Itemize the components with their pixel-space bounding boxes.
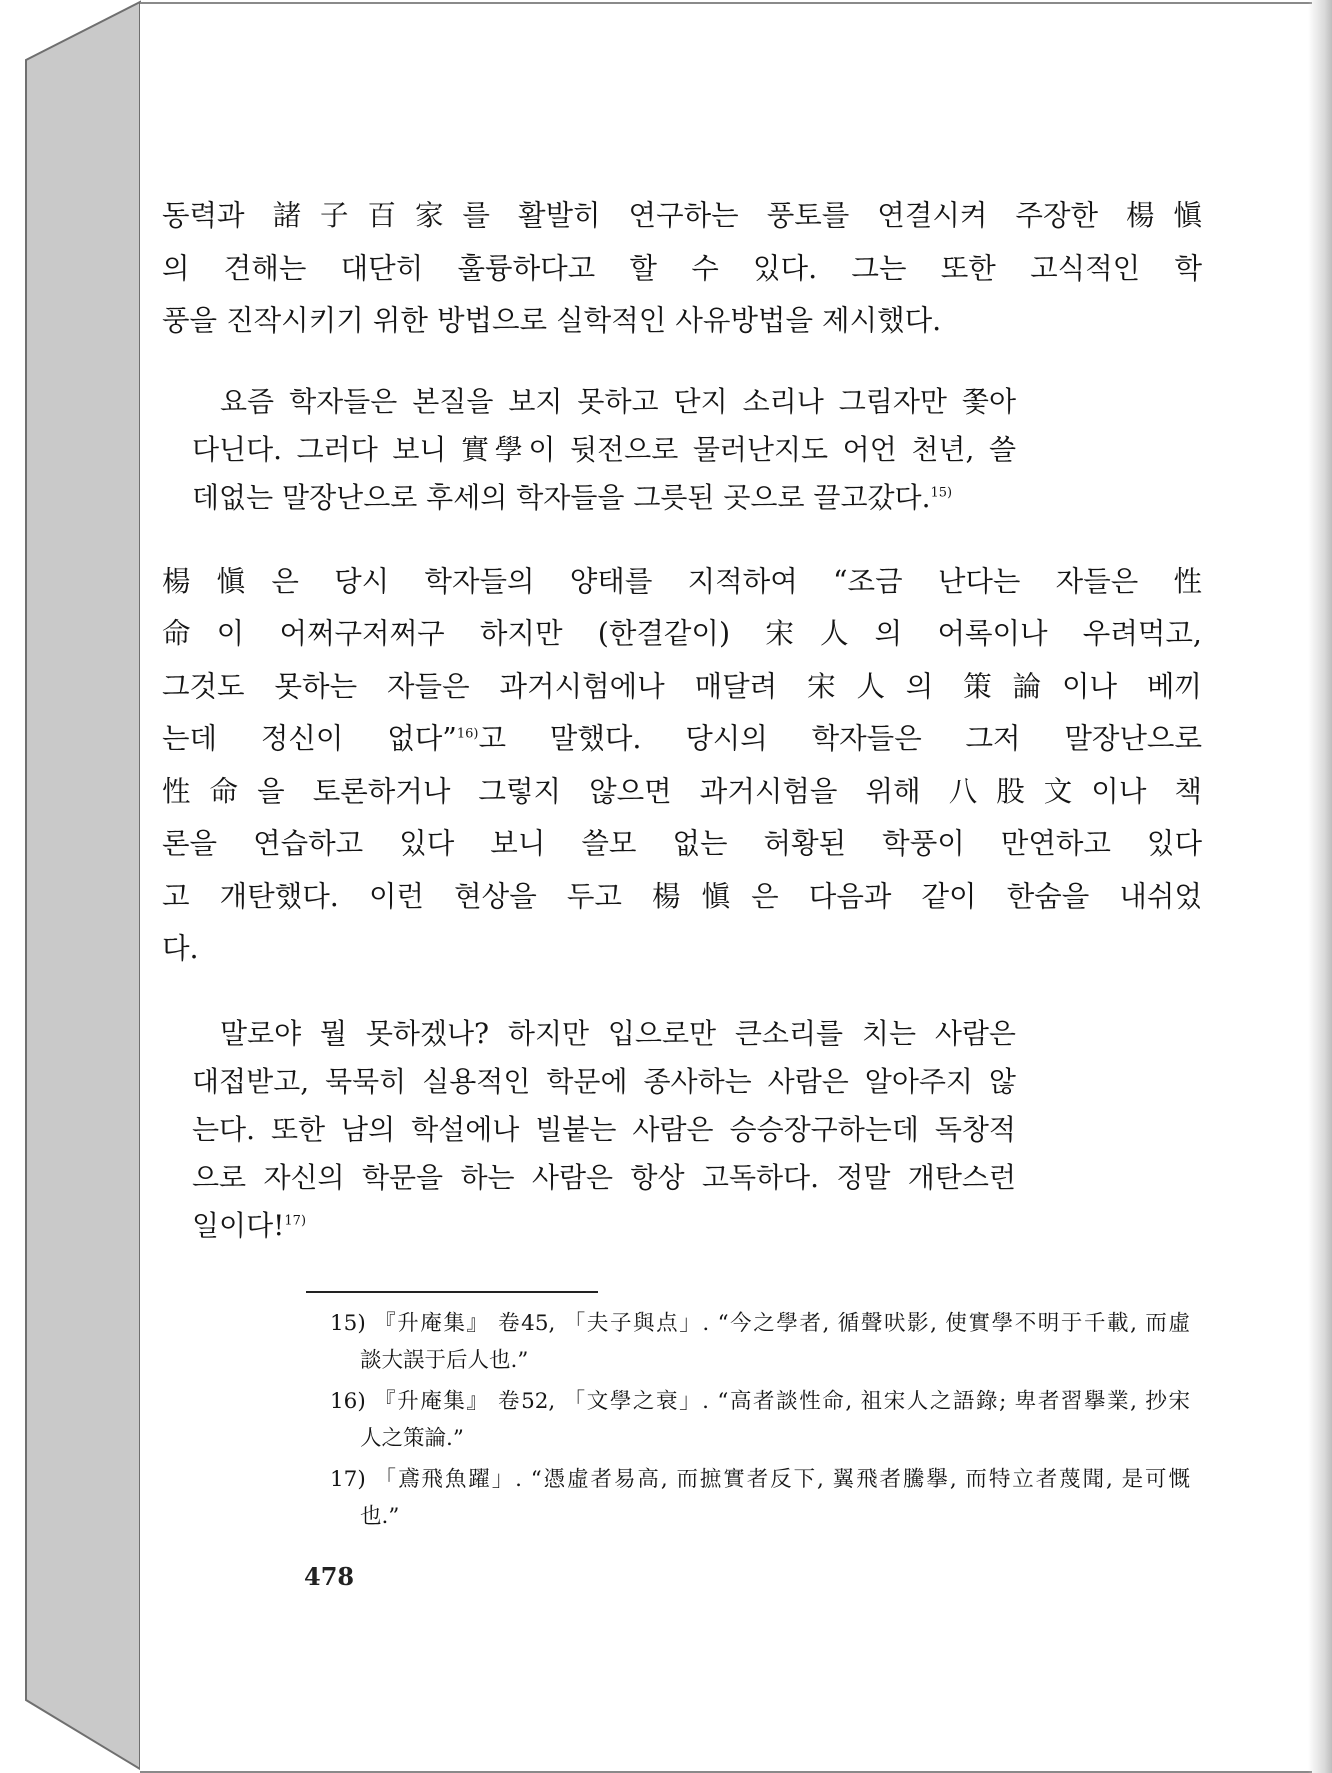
text-segment: 는데 정신이 없다” [162, 722, 457, 755]
text-line: 다. [162, 932, 199, 965]
text-line: 고 개탄했다. 이런 현상을 두고 楊愼은 다음과 같이 한숨을 내쉬었 [162, 879, 1202, 913]
paragraph-2 [162, 556, 1202, 976]
text-line: 론을 연습하고 있다 보니 쓸모 없는 허황된 학풍이 만연하고 있다 [162, 827, 1202, 860]
text-line: 풍을 진작시키기 위한 방법으로 실학적인 사유방법을 제시했다. [162, 304, 942, 337]
quote-line: 요즘 학자들은 본질을 보지 못하고 단지 소리나 그림자만 쫓아 [220, 384, 1016, 418]
quote-line [192, 1202, 1016, 1250]
footnotes [330, 1305, 1190, 1539]
text-line: 性命을 토론하거나 그렇지 않으면 과거시험을 위해 八股文이나 책 [162, 774, 1202, 808]
footnote-line [330, 1383, 1190, 1420]
footnote-17 [330, 1461, 1190, 1535]
page-body [162, 190, 1202, 1250]
quote-line: 대접받고, 묵묵히 실용적인 학문에 종사하는 사람은 알아주지 않 [192, 1064, 1016, 1098]
footnote-16 [330, 1383, 1190, 1457]
quote-line-text: 일이다! [192, 1208, 285, 1242]
footnote-divider [306, 1291, 598, 1293]
page-number: 478 [304, 1562, 355, 1591]
footnote-line: 也.” [360, 1504, 400, 1529]
footnote-15 [330, 1305, 1190, 1379]
quote-line: 말로야 뭘 못하겠나? 하지만 입으로만 큰소리를 치는 사람은 [220, 1016, 1016, 1050]
footnote-ref-15: 15) [930, 485, 953, 501]
footnote-text: 『升庵集』 卷45, 「夫子與点」. “今之學者, 循聲吠影, 使實學不明于千載, 而虛 [374, 1311, 1191, 1336]
footnote-number: 15) [330, 1311, 366, 1336]
quote-line: 다닌다. 그러다 보니 實學이 뒷전으로 물러난지도 어언 천년, 쓸 [192, 432, 1016, 466]
book-spine [0, 0, 142, 1773]
text-line: 동력과 諸子百家를 활발히 연구하는 풍토를 연결시켜 주장한 楊愼 [162, 199, 1202, 232]
block-quote-1 [162, 378, 1016, 522]
footnote-number: 17) [330, 1467, 366, 1492]
text-line: 楊愼은 당시 학자들의 양태를 지적하여 “조금 난다는 자들은 性 [162, 564, 1202, 598]
footnote-line [330, 1305, 1190, 1342]
paragraph-1 [162, 190, 1202, 348]
footnote-line: 談大誤于后人也.” [360, 1348, 529, 1373]
text-line [162, 713, 1202, 766]
text-segment: 고 말했다. 당시의 학자들은 그저 말장난으로 [478, 722, 1202, 755]
text-line: 그것도 못하는 자들은 과거시험에나 매달려 宋人의 策論이나 베끼 [162, 669, 1202, 703]
footnote-ref-16: 16) [456, 726, 479, 742]
text-line: 命이 어쩌구저쩌구 하지만 (한결같이) 宋人의 어록이나 우려먹고, [162, 617, 1202, 650]
footnote-ref-17: 17) [284, 1213, 307, 1229]
block-quote-2 [162, 1010, 1016, 1250]
page-edge-shadow [1308, 0, 1332, 1773]
footnote-line [330, 1461, 1190, 1498]
text-line: 의 견해는 대단히 훌륭하다고 할 수 있다. 그는 또한 고식적인 학 [162, 251, 1202, 285]
footnote-line: 人之策論.” [360, 1426, 464, 1451]
footnote-text: 「鳶飛魚躍」. “憑虛者易高, 而摭實者反下, 翼飛者騰擧, 而特立者蔑聞, 是可慨 [374, 1467, 1190, 1492]
quote-line [192, 474, 1016, 522]
quote-line: 는다. 또한 남의 학설에나 빌붙는 사람은 승승장구하는데 독창적 [192, 1112, 1016, 1146]
quote-line: 으로 자신의 학문을 하는 사람은 항상 고독하다. 정말 개탄스런 [192, 1160, 1016, 1194]
footnote-number: 16) [330, 1389, 366, 1414]
footnote-text: 『升庵集』 卷52, 「文學之衰」. “高者談性命, 祖宋人之語錄; 卑者習擧業, 抄宋 [374, 1389, 1190, 1414]
quote-line-text: 데없는 말장난으로 후세의 학자들을 그릇된 곳으로 끌고갔다. [192, 480, 931, 514]
